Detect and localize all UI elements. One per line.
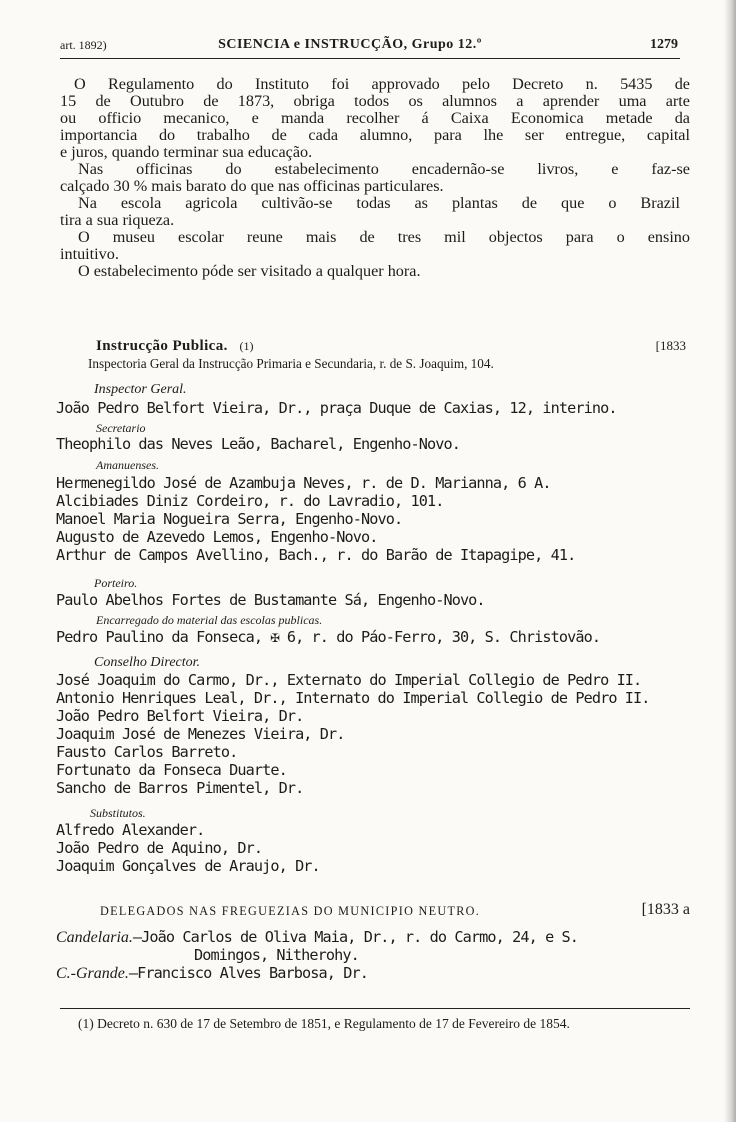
- staff-entry: Augusto de Azevedo Lemos, Engenho-Novo.: [56, 528, 378, 546]
- staff-entry: Pedro Paulino da Fonseca, ✠ 6, r. do Páo-Ferro, 30, S. Christovão.: [56, 628, 601, 646]
- staff-entry: Arthur de Campos Avellino, Bach., r. do Barão de Itapagipe, 41.: [56, 546, 576, 564]
- header-article: art. 1892): [60, 38, 107, 52]
- role-heading: Porteiro.: [94, 576, 138, 590]
- staff-entry: Sancho de Barros Pimentel, Dr.: [56, 779, 304, 797]
- delegate-entry: [56, 928, 578, 947]
- role-heading: Substitutos.: [90, 806, 146, 820]
- delegates-year: [1833 a: [641, 901, 690, 918]
- staff-entry: José Joaquim do Carmo, Dr., Externato do Imperial Collegio de Pedro II.: [56, 671, 642, 689]
- intro-line: Nas officinas do estabelecimento encadernão-se livros, e faz-se: [78, 160, 690, 178]
- delegate-text: —Francisco Alves Barbosa, Dr.: [128, 964, 368, 982]
- staff-entry: Hermenegildo José de Azambuja Neves, r. de D. Marianna, 6 A.: [56, 474, 551, 492]
- role-heading: Conselho Director.: [94, 655, 201, 670]
- staff-entry: João Pedro Belfort Vieira, Dr., praça Duque de Caxias, 12, interino.: [56, 399, 617, 417]
- intro-line: calçado 30 % mais barato do que nas officinas particulares.: [60, 177, 444, 195]
- staff-entry: Alcibiades Diniz Cordeiro, r. do Lavradio, 101.: [56, 492, 444, 510]
- intro-line: ou officio mecanico, e manda recolher á Caixa Economica metade da: [60, 109, 690, 127]
- running-header: [60, 36, 680, 59]
- intro-line: Na escola agricola cultivão-se todas as plantas de que o Brazil: [78, 194, 680, 212]
- staff-entry: Theophilo das Neves Leão, Bacharel, Engenho-Novo.: [56, 435, 460, 453]
- footnote-ref: (1): [239, 339, 254, 353]
- delegates-title: DELEGADOS NAS FREGUEZIAS DO MUNICIPIO NEUTRO.: [100, 904, 481, 918]
- role-heading: Encarregado do material das escolas publicas.: [96, 613, 323, 627]
- staff-entry: Fortunato da Fonseca Duarte.: [56, 761, 287, 779]
- parish-name: C.-Grande.: [56, 965, 129, 982]
- footnote: (1) Decreto n. 630 de 17 de Setembro de 1851, e Regulamento de 17 de Fevereiro de 1854.: [78, 1016, 570, 1031]
- section-title: [96, 338, 686, 355]
- section-address: Inspectoria Geral da Instrucção Primaria e Secundaria, r. de S. Joaquim, 104.: [88, 356, 494, 371]
- delegate-text: —João Carlos de Oliva Maia, Dr., r. do Carmo, 24, e S.: [132, 928, 579, 946]
- section-year: [1833: [655, 338, 686, 353]
- role-heading: Amanuenses.: [96, 458, 159, 472]
- role-heading: Inspector Geral.: [94, 382, 187, 397]
- staff-entry: João Pedro de Aquino, Dr.: [56, 839, 263, 857]
- header-title: SCIENCIA e INSTRUCÇÃO, Grupo 12.º: [218, 37, 482, 52]
- staff-entry: Antonio Henriques Leal, Dr., Internato do Imperial Collegio de Pedro II.: [56, 689, 650, 707]
- staff-entry: Joaquim José de Menezes Vieira, Dr.: [56, 725, 345, 743]
- staff-entry: Joaquim Gonçalves de Araujo, Dr.: [56, 857, 320, 875]
- intro-line: tira a sua riqueza.: [60, 211, 175, 229]
- parish-name: Candelaria.: [56, 929, 133, 946]
- intro-line: 15 de Outubro de 1873, obriga todos os alumnos a aprender uma arte: [60, 92, 690, 110]
- intro-line: O Regulamento do Instituto foi approvado pelo Decreto n. 5435 de: [74, 75, 690, 93]
- delegates-heading: [100, 901, 690, 919]
- delegate-entry: [56, 964, 368, 983]
- footnote-rule: [60, 1008, 690, 1009]
- intro-line: importancia do trabalho de cada alumno, para lhe ser entregue, capital: [60, 126, 690, 144]
- staff-entry: Fausto Carlos Barreto.: [56, 743, 238, 761]
- staff-entry: Manoel Maria Nogueira Serra, Engenho-Novo.: [56, 510, 403, 528]
- page-number: 1279: [650, 37, 678, 52]
- staff-entry: Alfredo Alexander.: [56, 821, 205, 839]
- staff-entry: João Pedro Belfort Vieira, Dr.: [56, 707, 304, 725]
- intro-line: O museu escolar reune mais de tres mil objectos para o ensino: [78, 228, 690, 246]
- intro-line: O estabelecimento póde ser visitado a qualquer hora.: [78, 262, 421, 280]
- delegate-continuation: Domingos, Nitherohy.: [194, 946, 359, 964]
- page-edge-shadow: [724, 0, 736, 1122]
- role-heading: Secretario: [96, 421, 146, 435]
- intro-line: intuitivo.: [60, 245, 119, 263]
- section-name: Instrucção Publica.: [96, 338, 228, 354]
- intro-line: e juros, quando terminar sua educação.: [60, 143, 313, 161]
- staff-entry: Paulo Abelhos Fortes de Bustamante Sá, Engenho-Novo.: [56, 591, 485, 609]
